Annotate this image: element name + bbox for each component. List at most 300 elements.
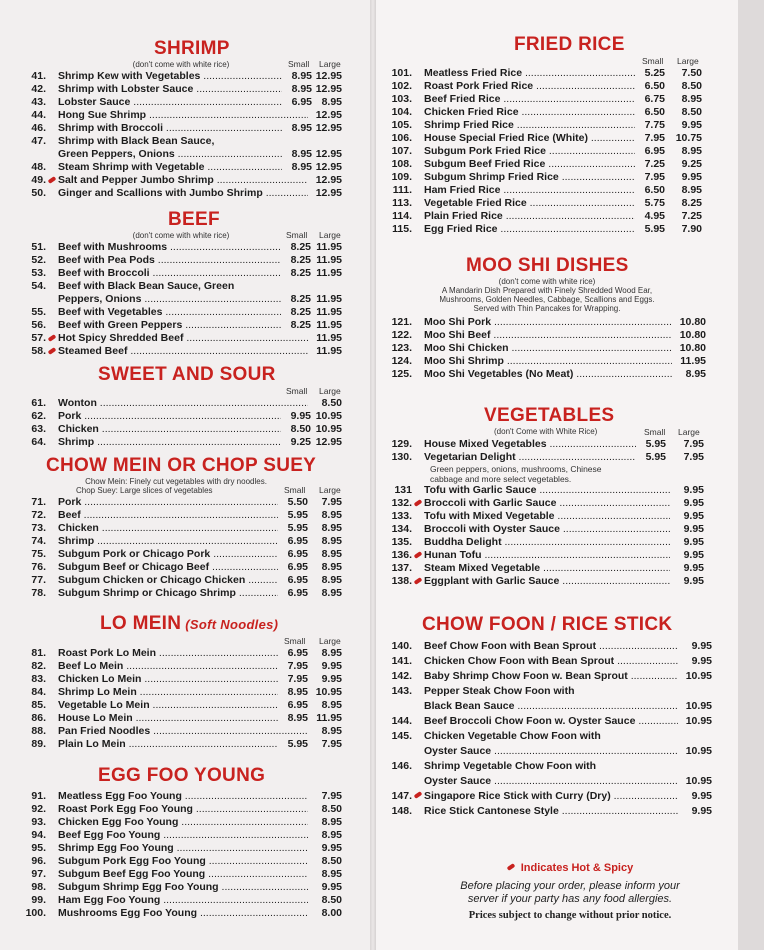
price-small: 8.25 xyxy=(290,319,311,331)
item-name: Subgum Beef Fried Rice ..... xyxy=(424,158,635,171)
price-large: 9.25 xyxy=(681,158,702,170)
menu-item xyxy=(382,759,712,774)
item-number: 72. xyxy=(31,509,46,521)
item-name: Chicken Chow Foon with Bean Sprout ..... xyxy=(424,654,678,669)
price-large: 8.95 xyxy=(321,548,342,560)
hot-pepper-icon xyxy=(48,334,57,342)
hot-pepper-icon xyxy=(48,176,57,184)
menu-item xyxy=(16,686,352,699)
price-large: 11.95 xyxy=(316,267,342,279)
price-small: 7.95 xyxy=(287,673,308,685)
price: 7.95 xyxy=(321,790,342,802)
menu-item xyxy=(16,135,352,148)
size-small-label: Small xyxy=(286,386,308,396)
size-large-label: Large xyxy=(319,230,341,240)
menu-item xyxy=(382,342,712,355)
item-number: 132. xyxy=(391,497,412,509)
price: 9.95 xyxy=(683,484,704,496)
section-fried-rice xyxy=(382,34,712,236)
item-name: Egg Fried Rice ..... xyxy=(424,223,635,236)
size-small-label: Small xyxy=(288,59,310,69)
item-number: 134. xyxy=(391,523,412,535)
price: 10.95 xyxy=(685,745,712,757)
price-small: 7.95 xyxy=(644,171,665,183)
item-name: Black Bean Sauce ..... xyxy=(424,699,678,714)
menu-item xyxy=(16,293,352,306)
price: 8.50 xyxy=(321,803,342,815)
item-number: 113. xyxy=(392,197,412,209)
menu-item xyxy=(382,106,712,119)
section-title: EGG FOO YOUNG xyxy=(98,765,266,786)
price-large: 9.95 xyxy=(321,660,342,672)
item-name: Beef Fried Rice ..... xyxy=(424,93,635,106)
item-name: Beef with Broccoli ..... xyxy=(58,267,281,280)
price-small: 8.25 xyxy=(290,293,311,305)
item-number: 133. xyxy=(391,510,412,522)
price-large: 8.95 xyxy=(321,509,342,521)
item-name: Beef Broccoli Chow Foon w. Oyster Sauce ..... xyxy=(424,714,678,729)
item-name: Subgum Shrimp Egg Foo Young ..... xyxy=(58,881,308,894)
item-number: 51. xyxy=(31,241,46,253)
hot-pepper-icon xyxy=(414,551,423,559)
price: 12.95 xyxy=(315,109,342,121)
price: 10.80 xyxy=(679,316,706,328)
menu-item xyxy=(16,122,352,135)
item-number: 47. xyxy=(31,135,46,147)
menu-item xyxy=(16,96,352,109)
menu-item xyxy=(16,855,352,868)
price-small: 6.95 xyxy=(291,96,312,108)
price-small: 6.50 xyxy=(644,80,665,92)
price-large: 11.95 xyxy=(316,293,342,305)
price-large: 8.95 xyxy=(321,574,342,586)
item-name: House Mixed Vegetables ..... xyxy=(424,438,636,451)
section-beef xyxy=(16,209,352,358)
price-small: 8.95 xyxy=(287,686,308,698)
size-small-label: Small xyxy=(642,56,664,66)
hot-pepper-icon xyxy=(414,577,423,585)
item-name: Subgum Pork or Chicago Pork ..... xyxy=(58,548,278,561)
item-number: 147. xyxy=(391,790,412,802)
item-number: 52. xyxy=(31,254,46,266)
item-number: 49. xyxy=(31,174,46,186)
item-name: Wonton ..... xyxy=(58,397,308,410)
menu-item xyxy=(16,254,352,267)
price: 10.95 xyxy=(685,670,712,682)
item-number: 93. xyxy=(31,816,46,828)
item-number: 74. xyxy=(31,535,46,547)
item-name: Shrimp Fried Rice ..... xyxy=(424,119,635,132)
menu-item xyxy=(16,522,352,535)
item-number: 81. xyxy=(31,647,46,659)
price: 8.95 xyxy=(321,816,342,828)
item-number: 53. xyxy=(31,267,46,279)
menu-item xyxy=(382,184,712,197)
menu-item xyxy=(382,119,712,132)
item-number: 85. xyxy=(31,699,46,711)
section-note-4: Served with Thin Pancakes for Wrapping. xyxy=(473,304,621,313)
item-number: 103. xyxy=(391,93,412,105)
menu-item xyxy=(16,699,352,712)
menu-item xyxy=(382,67,712,80)
price: 9.95 xyxy=(683,510,704,522)
section-shrimp xyxy=(16,38,352,200)
item-name: Shrimp with Lobster Sauce ..... xyxy=(58,83,282,96)
price-small: 5.95 xyxy=(645,438,666,450)
price-large: 12.95 xyxy=(315,70,342,82)
menu-item xyxy=(382,536,712,549)
menu-item xyxy=(382,329,712,342)
item-name: Beef with Black Bean Sauce, Green xyxy=(58,280,235,292)
price-small: 8.25 xyxy=(290,267,311,279)
pepper-icon xyxy=(506,863,515,871)
item-number: 76. xyxy=(31,561,46,573)
section-title: SHRIMP xyxy=(154,38,230,59)
item-name: Steamed Beef ..... xyxy=(58,345,308,358)
menu-item xyxy=(16,319,352,332)
menu-item xyxy=(16,410,352,423)
item-name: Ham Fried Rice ..... xyxy=(424,184,635,197)
price-large: 8.95 xyxy=(321,647,342,659)
item-number: 94. xyxy=(31,829,46,841)
price-large: 12.95 xyxy=(315,436,342,448)
item-list xyxy=(16,70,352,200)
item-name: House Special Fried Rice (White) ..... xyxy=(424,132,635,145)
price: 11.95 xyxy=(680,355,706,367)
allergy-advice-line-2: server if your party has any food allergies. xyxy=(467,893,673,905)
item-name: Beef with Pea Pods ..... xyxy=(58,254,281,267)
item-number: 121. xyxy=(391,316,412,328)
price-small: 8.95 xyxy=(291,122,312,134)
price-large: 7.95 xyxy=(683,451,704,463)
menu-item xyxy=(16,187,352,200)
menu-item xyxy=(382,789,712,804)
item-number: 109. xyxy=(391,171,412,183)
price-small: 7.95 xyxy=(287,660,308,672)
item-number: 71. xyxy=(31,496,46,508)
price-large: 7.25 xyxy=(681,210,702,222)
price-small: 8.25 xyxy=(290,241,311,253)
menu-item xyxy=(382,484,712,497)
section-egg-foo-young xyxy=(16,765,352,920)
menu-item xyxy=(16,829,352,842)
menu-item xyxy=(16,280,352,293)
item-number: 148. xyxy=(391,805,412,817)
section-sweet-and-sour xyxy=(16,364,352,449)
item-name: Moo Shi Chicken ..... xyxy=(424,342,672,355)
item-list xyxy=(382,67,712,236)
item-name: Subgum Pork Egg Foo Young ..... xyxy=(58,855,308,868)
section-title: VEGETABLES xyxy=(484,405,615,426)
section-note: (don't come with white rice) xyxy=(132,60,230,69)
menu-item xyxy=(16,345,352,358)
item-name: Chicken Lo Mein ..... xyxy=(58,673,278,686)
price: 9.95 xyxy=(321,842,342,854)
item-name: Shrimp Egg Foo Young ..... xyxy=(58,842,308,855)
item-name: Shrimp with Broccoli ..... xyxy=(58,122,282,135)
item-name: Shrimp Vegetable Chow Foon with xyxy=(424,760,597,772)
price: 10.95 xyxy=(685,775,712,787)
item-number: 104. xyxy=(391,106,412,118)
price-large: 9.95 xyxy=(321,673,342,685)
item-number: 57. xyxy=(31,332,46,344)
price: 9.95 xyxy=(683,497,704,509)
hot-spicy-legend xyxy=(420,862,720,874)
item-name: Baby Shrimp Chow Foon w. Bean Sprout ..... xyxy=(424,669,678,684)
price-small: 8.95 xyxy=(291,70,312,82)
price-large: 10.95 xyxy=(315,410,342,422)
price-large: 12.95 xyxy=(315,122,342,134)
item-name: Chicken Fried Rice ..... xyxy=(424,106,635,119)
menu-item xyxy=(16,738,352,751)
item-name: Moo Shi Beef ..... xyxy=(424,329,672,342)
item-number: 95. xyxy=(31,842,46,854)
item-number: 99. xyxy=(31,894,46,906)
menu-item xyxy=(382,158,712,171)
hot-pepper-icon xyxy=(414,499,423,507)
item-list xyxy=(16,241,352,358)
price: 9.95 xyxy=(683,523,704,535)
item-number: 50. xyxy=(31,187,46,199)
hot-pepper-icon xyxy=(414,791,423,799)
price-large: 8.25 xyxy=(681,197,702,209)
menu-item xyxy=(382,80,712,93)
price: 11.95 xyxy=(316,332,342,344)
menu-item xyxy=(16,816,352,829)
price-large: 8.95 xyxy=(681,93,702,105)
price: 9.95 xyxy=(683,549,704,561)
item-name: Subgum Shrimp Fried Rice ..... xyxy=(424,171,635,184)
section-moo-shi xyxy=(382,255,712,381)
price-small: 6.95 xyxy=(287,561,308,573)
section-title: LO MEIN xyxy=(100,613,182,634)
item-number: 129. xyxy=(391,438,412,450)
item-number: 143. xyxy=(391,685,412,697)
price: 8.50 xyxy=(321,855,342,867)
menu-item xyxy=(16,868,352,881)
item-number: 88. xyxy=(31,725,46,737)
price-large: 11.95 xyxy=(316,306,342,318)
section-subtitle: (Soft Noodles) xyxy=(185,617,279,632)
section-note: (don't come with white rice) xyxy=(132,231,230,240)
price-small: 8.25 xyxy=(290,254,311,266)
item-number: 96. xyxy=(31,855,46,867)
menu-item xyxy=(382,171,712,184)
menu-item xyxy=(16,673,352,686)
item-number: 75. xyxy=(31,548,46,560)
menu-item xyxy=(16,423,352,436)
menu-item xyxy=(382,197,712,210)
item-name: Moo Shi Shrimp ..... xyxy=(424,355,672,368)
price-small: 6.50 xyxy=(644,184,665,196)
item-name: Subgum Beef or Chicago Beef ..... xyxy=(58,561,278,574)
item-name: Chicken ..... xyxy=(58,522,278,535)
item-number: 91. xyxy=(31,790,46,802)
menu-item xyxy=(16,241,352,254)
item-name: Pork ..... xyxy=(58,410,281,423)
price-large: 11.95 xyxy=(316,241,342,253)
item-number: 48. xyxy=(31,161,46,173)
price-small: 5.95 xyxy=(287,509,308,521)
price-small: 9.95 xyxy=(290,410,311,422)
menu-item xyxy=(382,804,712,819)
item-name: Shrimp with Black Bean Sauce, xyxy=(58,135,215,147)
item-number: 102. xyxy=(391,80,412,92)
price-small: 6.95 xyxy=(287,699,308,711)
item-list xyxy=(382,316,712,381)
section-vegetables xyxy=(382,405,712,588)
menu-item xyxy=(16,712,352,725)
price-large: 8.50 xyxy=(681,106,702,118)
item-number: 105. xyxy=(391,119,412,131)
allergy-advice xyxy=(420,880,720,906)
menu-item xyxy=(382,145,712,158)
price-large: 8.95 xyxy=(321,699,342,711)
price-small: 6.95 xyxy=(287,535,308,547)
next-page-edge xyxy=(738,0,764,950)
menu-item xyxy=(16,548,352,561)
item-name: Green Peppers, Onions ..... xyxy=(58,148,282,161)
menu-item xyxy=(16,109,352,122)
item-name: Broccoli with Garlic Sauce ..... xyxy=(424,497,670,510)
menu-item xyxy=(382,699,712,714)
menu-item xyxy=(382,93,712,106)
price-large: 8.95 xyxy=(321,96,342,108)
price: 9.95 xyxy=(683,536,704,548)
price-small: 5.95 xyxy=(287,522,308,534)
price-large: 9.95 xyxy=(681,171,702,183)
size-small-label: Small xyxy=(644,427,666,437)
menu-item xyxy=(382,714,712,729)
item-number: 82. xyxy=(31,660,46,672)
menu-item xyxy=(16,535,352,548)
menu-item xyxy=(382,774,712,789)
item-number: 108. xyxy=(391,158,412,170)
price-large: 12.95 xyxy=(315,83,342,95)
menu-item xyxy=(16,803,352,816)
size-large-label: Large xyxy=(319,636,341,646)
price: 10.95 xyxy=(685,700,712,712)
section-chow-mein xyxy=(16,455,352,600)
allergy-advice-line-1: Before placing your order, please inform your xyxy=(460,880,680,892)
item-list xyxy=(382,438,712,588)
section-title: FRIED RICE xyxy=(514,34,625,55)
menu-item xyxy=(16,842,352,855)
item-number: 123. xyxy=(391,342,412,354)
menu-item xyxy=(16,267,352,280)
price-large: 12.95 xyxy=(315,161,342,173)
menu-item xyxy=(16,907,352,920)
item-list xyxy=(382,639,712,819)
price-small: 5.95 xyxy=(287,738,308,750)
menu-item xyxy=(16,397,352,410)
item-name: Rice Stick Cantonese Style ..... xyxy=(424,804,678,819)
item-number: 107. xyxy=(391,145,412,157)
item-number: 41. xyxy=(31,70,46,82)
item-name: Lobster Sauce ..... xyxy=(58,96,282,109)
menu-item xyxy=(16,574,352,587)
item-name: Shrimp Lo Mein ..... xyxy=(58,686,278,699)
price-large: 7.50 xyxy=(681,67,702,79)
menu-item xyxy=(382,669,712,684)
price: 8.95 xyxy=(685,368,706,380)
section-note: (don't come with white rice) xyxy=(498,277,596,286)
item-name: Beef with Mushrooms ..... xyxy=(58,241,281,254)
item-number: 106. xyxy=(391,132,412,144)
price: 10.80 xyxy=(679,342,706,354)
item-number: 55. xyxy=(31,306,46,318)
menu-item xyxy=(16,161,352,174)
price-small: 8.95 xyxy=(287,712,308,724)
price-large: 9.95 xyxy=(681,119,702,131)
item-number: 124. xyxy=(391,355,412,367)
price: 9.95 xyxy=(683,575,704,587)
menu-legend xyxy=(420,862,720,921)
price: 10.80 xyxy=(679,329,706,341)
menu-item xyxy=(382,549,712,562)
item-name: Steam Mixed Vegetable ..... xyxy=(424,562,670,575)
item-name: House Lo Mein ..... xyxy=(58,712,278,725)
item-name: Chicken Vegetable Chow Foon with xyxy=(424,730,601,742)
price: 8.95 xyxy=(321,868,342,880)
item-number: 42. xyxy=(31,83,46,95)
item-name: Subgum Chicken or Chicago Chicken ..... xyxy=(58,574,278,587)
item-number: 131 xyxy=(394,484,412,496)
size-large-label: Large xyxy=(319,386,341,396)
price: 12.95 xyxy=(315,174,342,186)
menu-item xyxy=(382,451,712,464)
price-large: 10.95 xyxy=(315,686,342,698)
menu-item xyxy=(382,654,712,669)
item-list xyxy=(16,790,352,920)
price-small: 4.95 xyxy=(644,210,665,222)
item-name: Subgum Beef Egg Foo Young ..... xyxy=(58,868,308,881)
menu-item xyxy=(382,210,712,223)
price: 9.95 xyxy=(321,881,342,893)
page-fold xyxy=(370,0,376,950)
price-large: 8.95 xyxy=(321,561,342,573)
item-name: Roast Pork Fried Rice ..... xyxy=(424,80,635,93)
section-note: (don't Come with White Rice) xyxy=(494,427,598,436)
item-number: 46. xyxy=(31,122,46,134)
item-number: 115. xyxy=(392,223,412,235)
item-name: Buddha Delight ..... xyxy=(424,536,670,549)
menu-item xyxy=(382,316,712,329)
size-large-label: Large xyxy=(677,56,699,66)
menu-item xyxy=(382,562,712,575)
item-number: 141. xyxy=(391,655,412,667)
price-large: 11.95 xyxy=(316,712,342,724)
item-number: 145. xyxy=(391,730,412,742)
item-description: cabbage and more select vegetables. xyxy=(430,474,572,484)
menu-item xyxy=(16,561,352,574)
item-name: Roast Pork Lo Mein ..... xyxy=(58,647,278,660)
item-number: 58. xyxy=(31,345,46,357)
menu-item xyxy=(382,497,712,510)
item-list xyxy=(16,647,352,751)
price: 9.95 xyxy=(691,790,712,802)
price-small: 9.25 xyxy=(290,436,311,448)
menu-item xyxy=(16,174,352,187)
price: 8.95 xyxy=(321,725,342,737)
price-large: 10.75 xyxy=(675,132,702,144)
item-number: 84. xyxy=(31,686,46,698)
item-number: 114. xyxy=(392,210,412,222)
item-number: 92. xyxy=(31,803,46,815)
size-small-label: Small xyxy=(284,636,306,646)
item-name: Meatless Egg Foo Young ..... xyxy=(58,790,308,803)
price: 8.95 xyxy=(321,829,342,841)
